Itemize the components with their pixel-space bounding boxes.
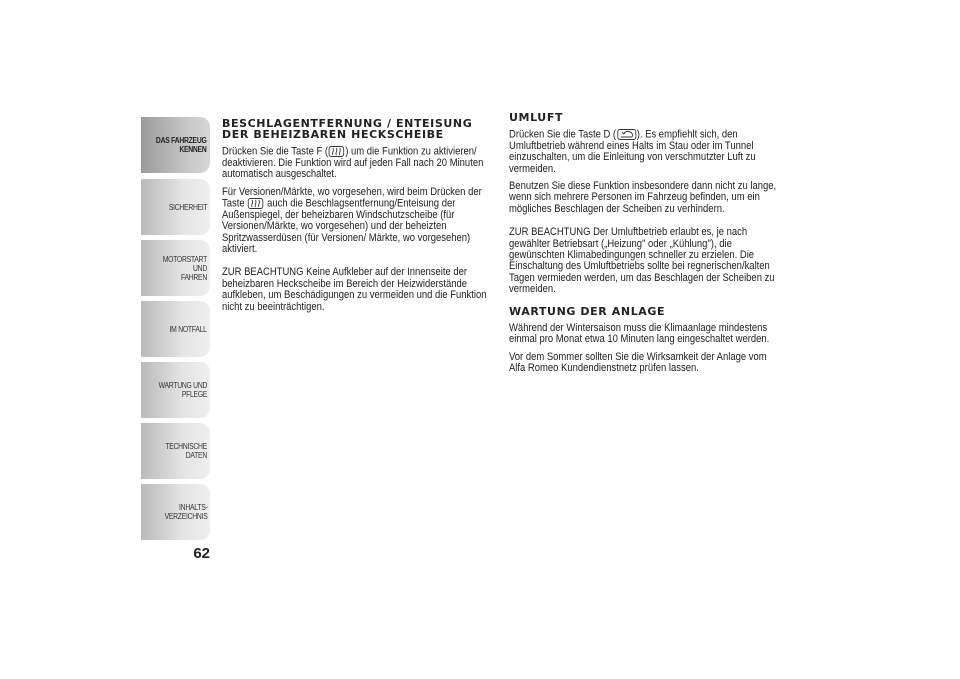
tab-label: TECHNISCHE DATEN bbox=[165, 442, 207, 460]
tab-label: SICHERHEIT bbox=[168, 202, 207, 212]
left-column bbox=[222, 118, 494, 319]
tab-label: INHALTS- VERZEICHNIS bbox=[164, 503, 207, 521]
rear-defrost-icon bbox=[248, 198, 263, 209]
tab-wartung-und-pflege[interactable] bbox=[141, 362, 210, 418]
recirculation-icon bbox=[617, 129, 636, 140]
tab-technische-daten[interactable] bbox=[141, 423, 210, 479]
section-heading-beschlagentfernung: BESCHLAGENTFERNUNG / ENTEISUNG DER BEHEIZBAREN HECKSCHEIBE bbox=[222, 117, 473, 141]
page-number: 62 bbox=[193, 545, 210, 562]
tab-label: WARTUNG UND PFLEGE bbox=[158, 381, 207, 399]
text: Drücken Sie die Taste F ( bbox=[222, 145, 329, 158]
text: auch die Beschlagsentfernung/Enteisung der Außenspiegel, der beheizbaren Windschutzscheibe (für Versionen/Märkte, wo vorgesehen) und der beheizten Spritzwasserdüsen (für Versionen/ Märkte, wo vorgesehen) aktiviert. bbox=[222, 197, 471, 256]
tab-das-fahrzeug-kennen[interactable] bbox=[141, 117, 210, 173]
tab-label: IM NOTFALL bbox=[169, 324, 207, 334]
text: ) um die Funktion zu aktivieren/ deaktivieren. Die Funktion wird auf jeden Fall nach 20 Minuten automatisch ausgeschaltet. bbox=[222, 145, 484, 181]
text: ). Es empfiehlt sich, den Umluftbetrieb während eines Halts im Stau oder im Tunnel einzuschalten, um die Einleitung von verschmutzter Luft zu vermeiden. bbox=[509, 128, 756, 175]
tab-inhaltsverzeichnis[interactable] bbox=[141, 484, 210, 540]
text: Für Versionen/Märkte, wo vorgesehen, wird beim Drücken der Taste bbox=[222, 185, 482, 210]
paragraph bbox=[222, 187, 494, 256]
note-paragraph: ZUR BEACHTUNG Der Umluftbetrieb erlaubt es, je nach gewählter Betriebsart („Heizung" oder „Kühlung"), die gewünschten Klimabedingungen schneller zu erzielen. Die Einschaltung des Umluftbetriebs sollte bei regnerischen/kalten Tagen vermieden werden, um das Beschlagen der Scheiben zu vermeiden. bbox=[509, 226, 775, 296]
rear-defrost-icon bbox=[329, 146, 344, 157]
paragraph: Während der Wintersaison muss die Klimaanlage mindestens einmal pro Monat etwa 10 Minuten lang eingeschaltet werden. bbox=[509, 321, 770, 346]
section-heading-wartung: WARTUNG DER ANLAGE bbox=[509, 304, 666, 318]
tab-motorstart-und-fahren[interactable] bbox=[141, 240, 210, 296]
tab-label: MOTORSTART UND FAHREN bbox=[162, 254, 207, 282]
note-paragraph: ZUR BEACHTUNG Keine Aufkleber auf der Innenseite der beheizbaren Heckscheibe im Bereich der Heizwiderstände aufkleben, um Beschädigungen zu vermeiden und die Funktion nicht zu beeinträchtigen. bbox=[222, 266, 487, 313]
paragraph: Vor dem Sommer sollten Sie die Wirksamkeit der Anlage vom Alfa Romeo Kundendienstnetz prüfen lassen. bbox=[509, 350, 767, 374]
section-heading-umluft: UMLUFT bbox=[509, 111, 564, 124]
right-column bbox=[509, 112, 781, 380]
paragraph bbox=[222, 146, 494, 181]
tab-label: DAS FAHRZEUG KENNEN bbox=[156, 136, 207, 154]
text: Drücken Sie die Taste D ( bbox=[509, 128, 617, 141]
paragraph bbox=[509, 129, 781, 175]
tab-im-notfall[interactable] bbox=[141, 301, 210, 357]
tab-sicherheit[interactable] bbox=[141, 179, 210, 235]
paragraph: Benutzen Sie diese Funktion insbesondere dann nicht zu lange, wenn sich mehrere Personen im Fahrzeug befinden, um ein mögliches Beschlagen der Scheiben zu verhindern. bbox=[509, 180, 777, 215]
